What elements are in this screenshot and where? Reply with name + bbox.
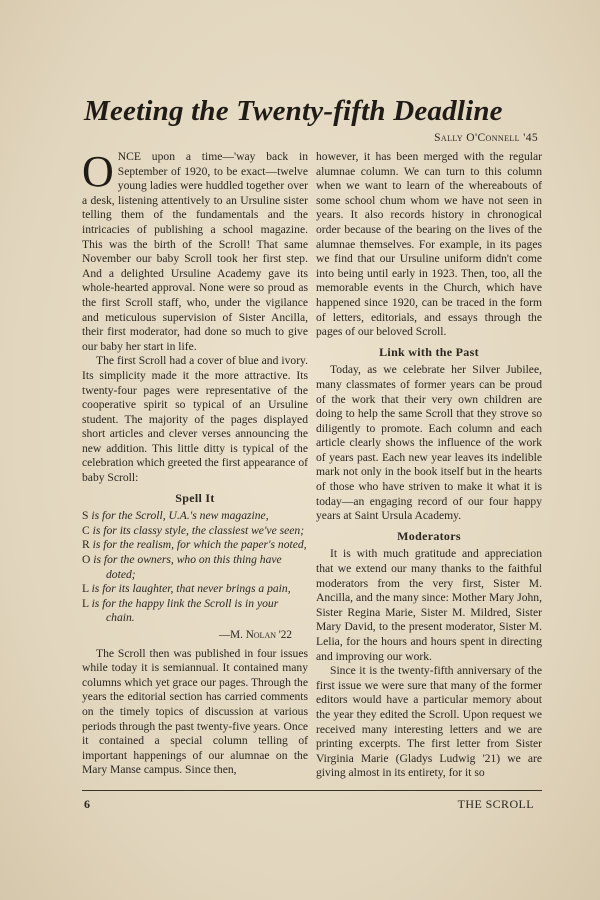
section-heading-moderators: Moderators xyxy=(397,528,461,543)
right-column xyxy=(316,150,542,781)
poem xyxy=(82,509,308,626)
paragraph-jubilee: Today, as we celebrate her Silver Jubilee, many classmates of former years can be proud of the work that their very own children are doing to help the same Scroll that they strove so diligently to promote. Each column and each article clearly shows the influence of the work of years past. Each new year leaves its indelible mark not only in the book itself but in the hearts of those who have striven to make it what it is today—an engaging record of our four happy years at Saint Ursula Academy. xyxy=(316,363,542,523)
section-heading-link: Link with the Past xyxy=(379,344,479,359)
intro-paragraph xyxy=(82,147,308,354)
paragraph-moderators: It is with much gratitude and appreciation that we extend our many thanks to the faithful moderators from the very first, Sister M. Ancilla, and the many since: Mother Mary John, Sister Regina Marie, Sister M. Mildred, Sister Mary David, to the present moderator, Sister M. Lelia, for the hours and hours spent in directing and improving our work. xyxy=(316,547,542,663)
paragraph-cover: The first Scroll had a cover of blue and ivory. Its simplicity made it the more attractive. Its twenty-four pages were representative of the cooperative spirit so typical of an Ursuline student. The majority of the pages displayed short articles and clever verses announcing the new addition. This little ditty is typical of the celebration which greeted the first appearance of baby Scroll: xyxy=(82,354,308,485)
intro-text: NCE upon a time—'way back in September of 1920, to be exact—twelve young ladies were huddled together over a desk, listening attentively to an Ursuline sister telling them of the fundamentals and the intricacies of publishing a school magazine. This was the birth of the Scroll! That same November our baby Scroll took her first step. And a delighted Ursuline Academy gave its whole-hearted approval. None were so proud as the first Scroll staff, who, under the vigilance and meticulous supervision of Sister Ancilla, their first moderator, had done so much to give our baby her start in life. xyxy=(82,150,308,353)
paragraph-alumnae: however, it has been merged with the regular alumnae column. We can turn to this column when we want to learn of the whereabouts of some school chum whom we have not seen in years. It also records history in chronogical order because of the bearing on the lives of the alumnae themselves. For example, in its pages we find that our Ursuline uniform didn't come into being until early in 1923. Then, too, all the memorable events in the Church, which have happened since 1920, can be traced in the form of letters, editorials, and essays through the pages of our beloved Scroll. xyxy=(316,150,542,339)
article-title: Meeting the Twenty-fifth Deadline xyxy=(84,95,503,127)
publication-name: THE SCROLL xyxy=(457,797,534,811)
page-number: 6 xyxy=(84,797,91,811)
author-byline: Sally O'Connell '45 xyxy=(434,132,538,144)
poem-line: L is for its laughter, that never brings a pain, xyxy=(82,582,291,596)
poem-heading: Spell It xyxy=(175,490,215,505)
poem-signature: —M. Nolan '22 xyxy=(218,629,292,641)
paragraph-issues: The Scroll then was published in four issues while today it is semiannual. It contained many columns which yet grace our pages. Through the years the editorial section has carried comments on the timely topics of discussion at various periods through the past twenty-five years. Once it contained a special column telling of important happenings of our alumnae on the Mary Manse campus. Since then, xyxy=(82,646,308,777)
poem-line: L is for the happy link the Scroll is in your chain. xyxy=(82,596,279,625)
drop-cap: O xyxy=(82,147,114,196)
footer-rule xyxy=(82,790,542,791)
poem-line: R is for the realism, for which the paper's noted, xyxy=(82,538,307,552)
paragraph-anniversary: Since it is the twenty-fifth anniversary of the first issue we were sure that many of the former editors would have a particular memory about the year they edited the Scroll. Upon request we received many interesting letters and we are printing excerpts. The first letter from Sister Virginia Marie (Gladys Ludwig '21) we are giving almost in its entirety, for it so xyxy=(316,664,542,780)
poem-line: O is for the owners, who on this thing have doted; xyxy=(82,553,282,581)
poem-line: S is for the Scroll, U.A.'s new magazine, xyxy=(82,509,269,523)
poem-line: C is for its classy style, the classiest we've seen; xyxy=(82,523,305,537)
left-column xyxy=(82,147,308,778)
